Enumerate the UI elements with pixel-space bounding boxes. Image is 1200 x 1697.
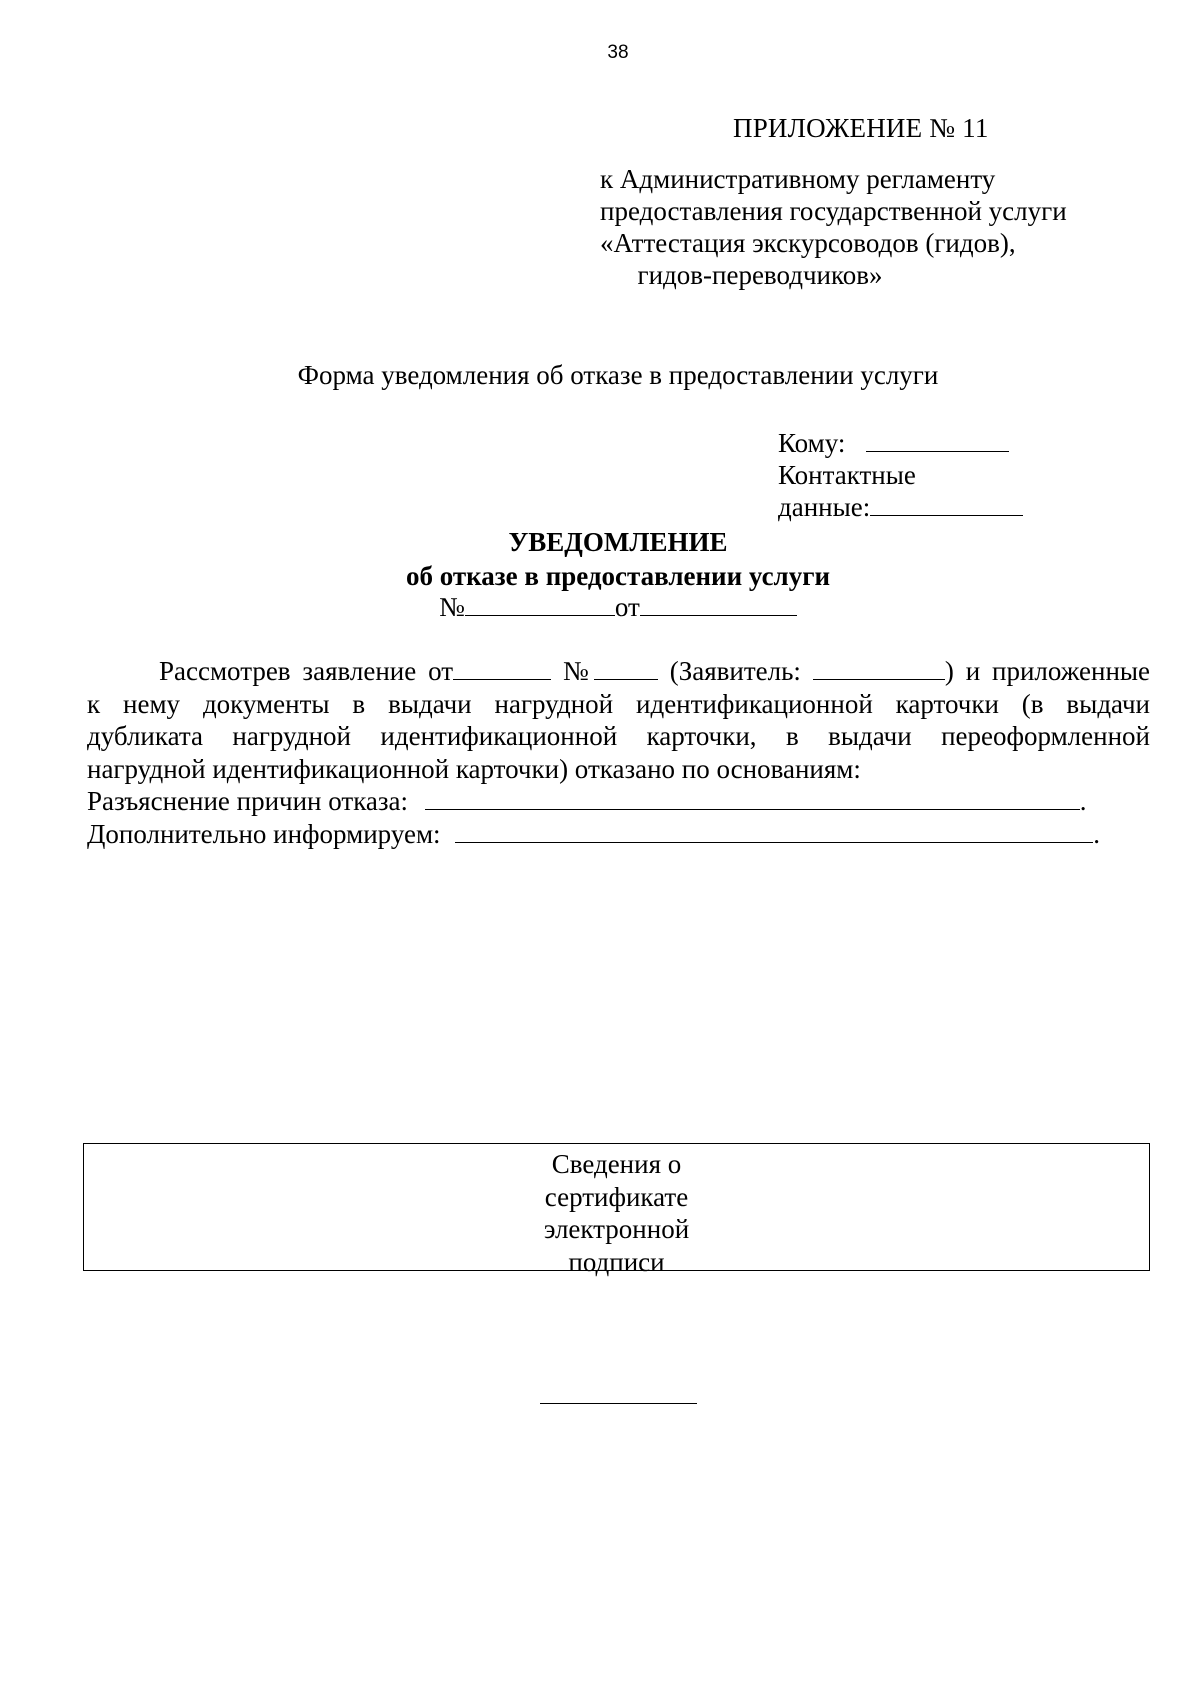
appendix-line: гидов-переводчиков» [637, 260, 883, 290]
body-line1-c: (Заявитель: [669, 656, 801, 686]
contact-blank [870, 493, 1023, 516]
signature-certificate-box [83, 1143, 1150, 1277]
to-blank [866, 429, 1009, 452]
reason-row [87, 785, 1150, 818]
signature-box-line: Сведения о [551, 1149, 682, 1179]
application-number-blank [594, 657, 658, 680]
notice-body [87, 655, 1150, 850]
contact-label-2: данные: [778, 492, 871, 522]
date-label: от [614, 592, 640, 622]
application-date-blank [453, 657, 551, 680]
footer-separator-line [540, 1403, 697, 1404]
signature-box-text [84, 1148, 1149, 1278]
number-label: № [439, 592, 465, 622]
page-number: 38 [607, 42, 629, 63]
body-line1-b: № [562, 656, 594, 686]
form-caption: Форма уведомления об отказе в предоставлении услуги [297, 360, 939, 390]
addressee-block [778, 427, 1023, 523]
signature-box-line: сертификате [544, 1181, 689, 1212]
reason-label: Разъяснение причин отказа: [87, 786, 409, 816]
appendix-reference [600, 163, 1067, 291]
appendix-line: предоставления государственной услуги [600, 196, 1067, 226]
applicant-blank [813, 657, 945, 680]
extra-label: Дополнительно информируем: [87, 818, 441, 849]
date-blank [640, 593, 797, 616]
notice-heading [0, 525, 1200, 593]
body-line-4: нагрудной идентификационной карточки) отказано по основаниям: [87, 753, 861, 784]
reason-blank [425, 787, 1080, 810]
body-line1-d: ) и приложенные [944, 656, 1151, 686]
to-label: Кому: [778, 428, 846, 458]
body-line-3: дубликата нагрудной идентификационной карточки, в выдачи переоформленной [87, 721, 1150, 751]
addressee-to-row [778, 427, 1023, 459]
extra-info-row [87, 818, 1150, 851]
addressee-contact-row [778, 491, 1023, 523]
appendix-line: «Аттестация экскурсоводов (гидов), [600, 228, 1016, 258]
body-line1-a: Рассмотрев заявление от [159, 656, 454, 686]
extra-blank [455, 820, 1093, 843]
signature-box-line: подписи [568, 1246, 665, 1277]
appendix-title: ПРИЛОЖЕНИЕ № 11 [733, 113, 989, 143]
number-blank [465, 593, 615, 616]
signature-box-line: электронной [543, 1214, 690, 1244]
notice-subtitle: об отказе в предоставлении услуги [405, 561, 831, 591]
reason-end: . [1079, 786, 1087, 816]
body-line-2: к нему документы в выдачи нагрудной идентификационной карточки (в выдачи [87, 688, 1150, 719]
appendix-line: к Административному регламенту [600, 164, 996, 194]
notice-title: УВЕДОМЛЕНИЕ [508, 527, 728, 557]
contact-label-1: Контактные [778, 460, 916, 490]
notice-number-row [0, 592, 1200, 623]
body-line-1 [87, 655, 1150, 688]
extra-end: . [1093, 818, 1101, 849]
